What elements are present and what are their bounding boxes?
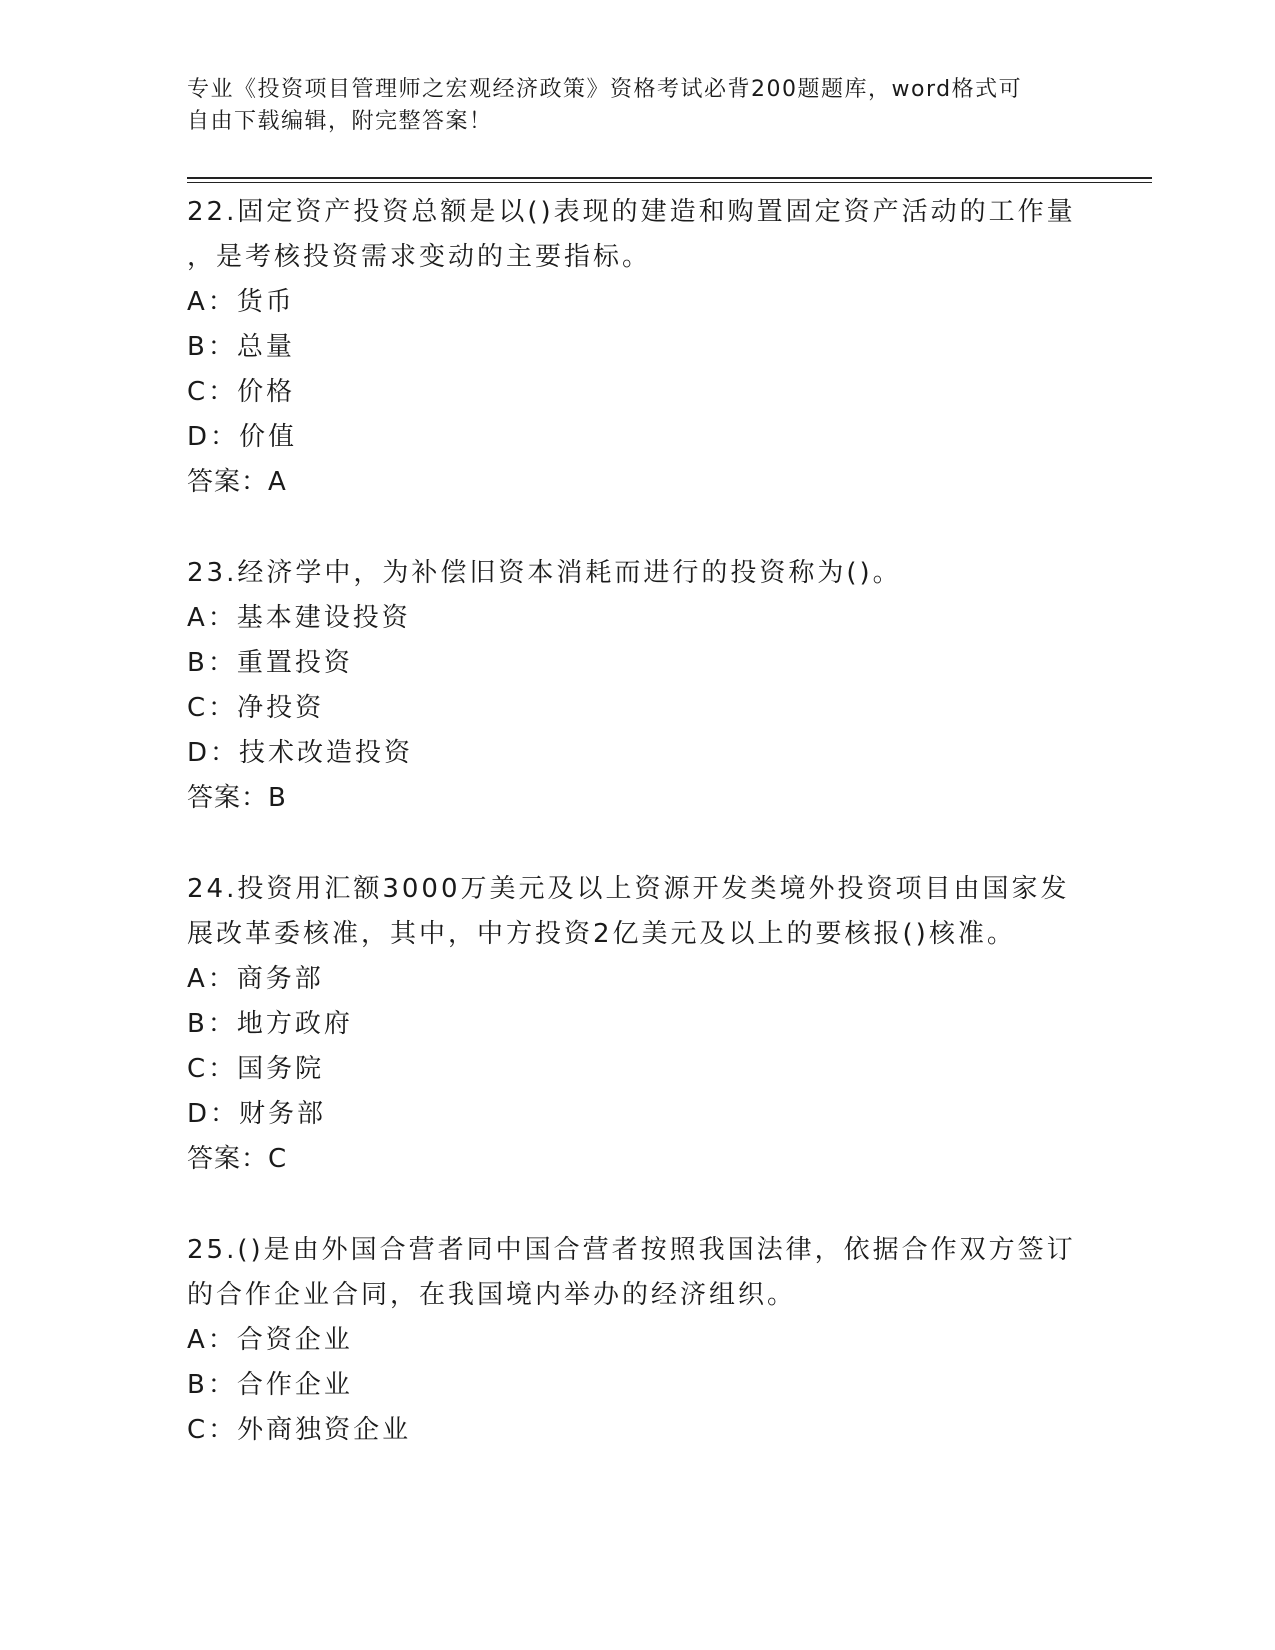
question-text-line: 展改革委核准，其中，中方投资2亿美元及以上的要核报()核准。 [187,919,1016,949]
question-text-line: 25.()是由外国合营者同中国合营者按照我国法律，依据合作双方签订 [187,1235,1076,1265]
option-b: B：总量 [187,332,295,362]
question-24 [187,867,1087,1182]
option-a: A：合资企业 [187,1325,353,1355]
question-25 [187,1228,1087,1453]
question-text-line: ，是考核投资需求变动的主要指标。 [187,242,652,272]
option-c: C：国务院 [187,1054,325,1084]
header-line-1: 专业《投资项目管理师之宏观经济政策》资格考试必背200题题库，word格式可 [187,77,1023,102]
option-c: C：外商独资企业 [187,1415,412,1445]
option-a: A：商务部 [187,964,324,994]
question-text-line: 23.经济学中，为补偿旧资本消耗而进行的投资称为()。 [187,558,902,588]
question-list [187,190,1087,1499]
option-d: D：技术改造投资 [187,738,414,768]
answer: 答案：C [187,1144,288,1174]
header-divider-thin [187,182,1152,183]
answer: 答案：A [187,467,287,497]
header-line-2: 自由下载编辑，附完整答案！ [187,109,493,134]
header-divider-thick [187,177,1152,179]
question-text-line: 24.投资用汇额3000万美元及以上资源开发类境外投资项目由国家发 [187,874,1070,904]
option-c: C：价格 [187,377,296,407]
option-d: D：价值 [187,422,298,452]
option-b: B：合作企业 [187,1370,353,1400]
option-b: B：地方政府 [187,1009,353,1039]
option-b: B：重置投资 [187,648,353,678]
option-a: A：货币 [187,287,295,317]
answer: 答案：B [187,783,287,813]
option-a: A：基本建设投资 [187,603,411,633]
option-d: D：财务部 [187,1099,327,1129]
question-text-line: 的合作企业合同，在我国境内举办的经济组织。 [187,1280,797,1310]
document-header [187,74,1067,138]
option-c: C：净投资 [187,693,325,723]
question-22 [187,190,1087,505]
question-text-line: 22.固定资产投资总额是以()表现的建造和购置固定资产活动的工作量 [187,197,1076,227]
question-23 [187,551,1087,821]
